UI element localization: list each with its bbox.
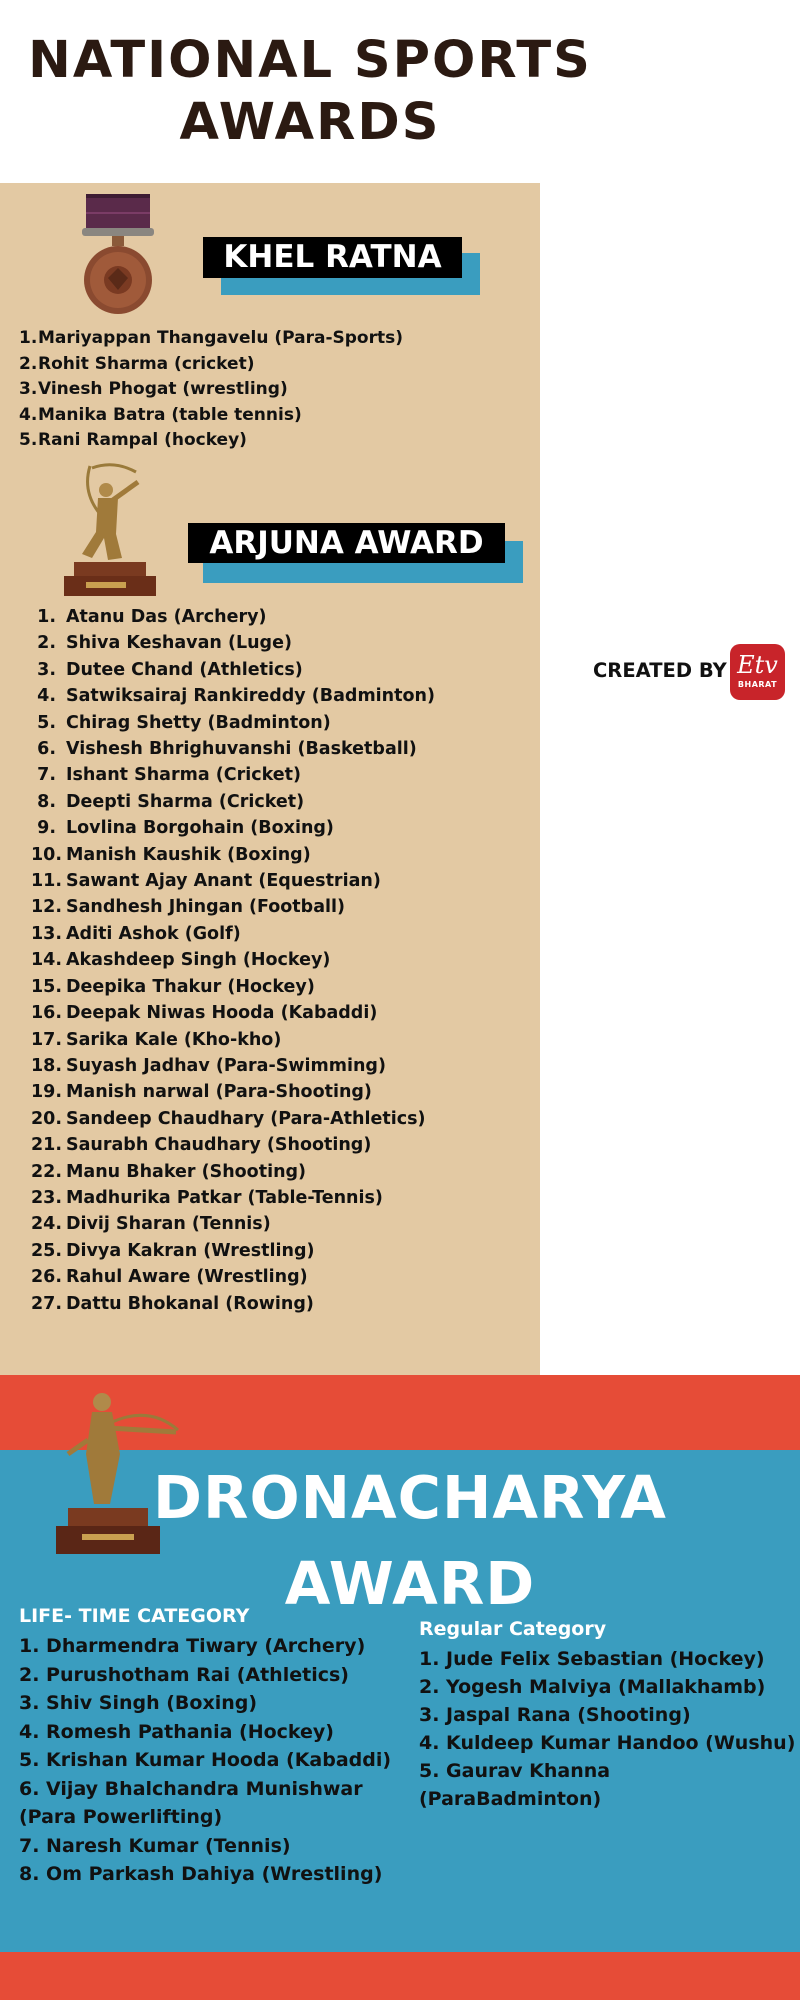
- list-item: 1. Jude Felix Sebastian (Hockey): [419, 1648, 765, 1670]
- list-item: 7. Naresh Kumar (Tennis): [19, 1834, 291, 1857]
- list-item: 5. Krishan Kumar Hooda (Kabaddi): [19, 1749, 392, 1771]
- arjuna-trophy-icon: [52, 462, 162, 600]
- list-item: 23. Madhurika Patkar (Table-Tennis): [31, 1187, 383, 1208]
- list-item: 3. Dutee Chand (Athletics): [37, 659, 303, 680]
- list-item: 16. Deepak Niwas Hooda (Kabaddi): [31, 1003, 378, 1024]
- khel-ratna-label-text: KHEL RATNA: [203, 237, 462, 278]
- etv-bharat-logo: Etv BHARAT: [730, 644, 785, 700]
- page-title: [0, 30, 620, 154]
- list-item: 20. Sandeep Chaudhary (Para-Athletics): [31, 1108, 426, 1129]
- life-time-category-list: [19, 1632, 391, 1889]
- list-item: 5. Gaurav Khanna: [419, 1760, 611, 1782]
- arjuna-award-list: [31, 604, 435, 1317]
- list-item: 18. Suyash Jadhav (Para-Swimming): [31, 1055, 386, 1076]
- list-item: 1. Dharmendra Tiwary (Archery): [19, 1635, 366, 1657]
- khel-ratna-list: [19, 326, 403, 454]
- medal-icon: [78, 192, 158, 322]
- life-time-category-heading: LIFE- TIME CATEGORY: [19, 1605, 250, 1627]
- list-item: 19. Manish narwal (Para-Shooting): [31, 1082, 372, 1103]
- list-item: (Para Powerlifting): [19, 1806, 223, 1828]
- list-item: 21. Saurabh Chaudhary (Shooting): [31, 1135, 372, 1156]
- list-item: 12. Sandhesh Jhingan (Football): [31, 897, 345, 918]
- list-item: 4. Manika Batra (table tennis): [19, 404, 302, 425]
- list-item: 6. Vishesh Bhrighuvanshi (Basketball): [37, 739, 417, 760]
- list-item: 4. Satwiksairaj Rankireddy (Badminton): [37, 686, 435, 707]
- list-item: (ParaBadminton): [419, 1788, 602, 1810]
- list-item: 4. Kuldeep Kumar Handoo (Wushu): [419, 1732, 796, 1754]
- list-item: 17. Sarika Kale (Kho-kho): [31, 1029, 282, 1050]
- arjuna-award-label-text: ARJUNA AWARD: [188, 523, 505, 563]
- list-item: 2. Rohit Sharma (cricket): [19, 353, 255, 374]
- regular-category-list: [419, 1645, 795, 1813]
- list-item: 5. Rani Rampal (hockey): [19, 430, 247, 451]
- red-band-bottom: [0, 1952, 800, 2000]
- list-item: 9. Lovlina Borgohain (Boxing): [37, 818, 334, 839]
- dronacharya-title-line-1: DRONACHARYA: [153, 1463, 667, 1532]
- list-item: 8. Deepti Sharma (Cricket): [37, 791, 305, 812]
- list-item: 3. Vinesh Phogat (wrestling): [19, 379, 288, 400]
- list-item: 5. Chirag Shetty (Badminton): [37, 712, 331, 733]
- list-item: 13. Aditi Ashok (Golf): [31, 923, 241, 944]
- list-item: 7. Ishant Sharma (Cricket): [37, 765, 301, 786]
- list-item: 6. Vijay Bhalchandra Munishwar: [19, 1777, 363, 1800]
- regular-category-heading: Regular Category: [419, 1618, 607, 1640]
- list-item: 1. Atanu Das (Archery): [37, 607, 267, 627]
- list-item: 11. Sawant Ajay Anant (Equestrian): [31, 871, 381, 892]
- list-item: 25. Divya Kakran (Wrestling): [31, 1240, 315, 1261]
- list-item: 27. Dattu Bhokanal (Rowing): [31, 1293, 314, 1314]
- list-item: 26. Rahul Aware (Wrestling): [31, 1267, 308, 1288]
- arjuna-award-label: [188, 523, 523, 583]
- list-item: 2. Shiva Keshavan (Luge): [37, 633, 292, 654]
- list-item: 2. Yogesh Malviya (Mallakhamb): [419, 1676, 766, 1698]
- list-item: 15. Deepika Thakur (Hockey): [31, 976, 315, 997]
- list-item: 14. Akashdeep Singh (Hockey): [31, 950, 331, 971]
- list-item: 3. Shiv Singh (Boxing): [19, 1692, 258, 1714]
- list-item: 10. Manish Kaushik (Boxing): [31, 844, 311, 865]
- list-item: 22. Manu Bhaker (Shooting): [31, 1161, 307, 1182]
- khel-ratna-label: [203, 237, 480, 295]
- list-item: 24. Divij Sharan (Tennis): [31, 1214, 271, 1235]
- dronacharya-award-title: [130, 1455, 690, 1627]
- list-item: 3. Jaspal Rana (Shooting): [419, 1704, 691, 1726]
- created-by-label: CREATED BY: [593, 659, 727, 682]
- page-title-line-2: AWARDS: [179, 93, 441, 152]
- list-item: 8. Om Parkash Dahiya (Wrestling): [19, 1863, 383, 1885]
- dronacharya-title-line-2: AWARD: [284, 1549, 536, 1618]
- list-item: 4. Romesh Pathania (Hockey): [19, 1720, 334, 1743]
- page-title-line-1: NATIONAL SPORTS: [28, 31, 592, 90]
- list-item: 1. Mariyappan Thangavelu (Para-Sports): [19, 328, 404, 348]
- list-item: 2. Purushotham Rai (Athletics): [19, 1663, 349, 1686]
